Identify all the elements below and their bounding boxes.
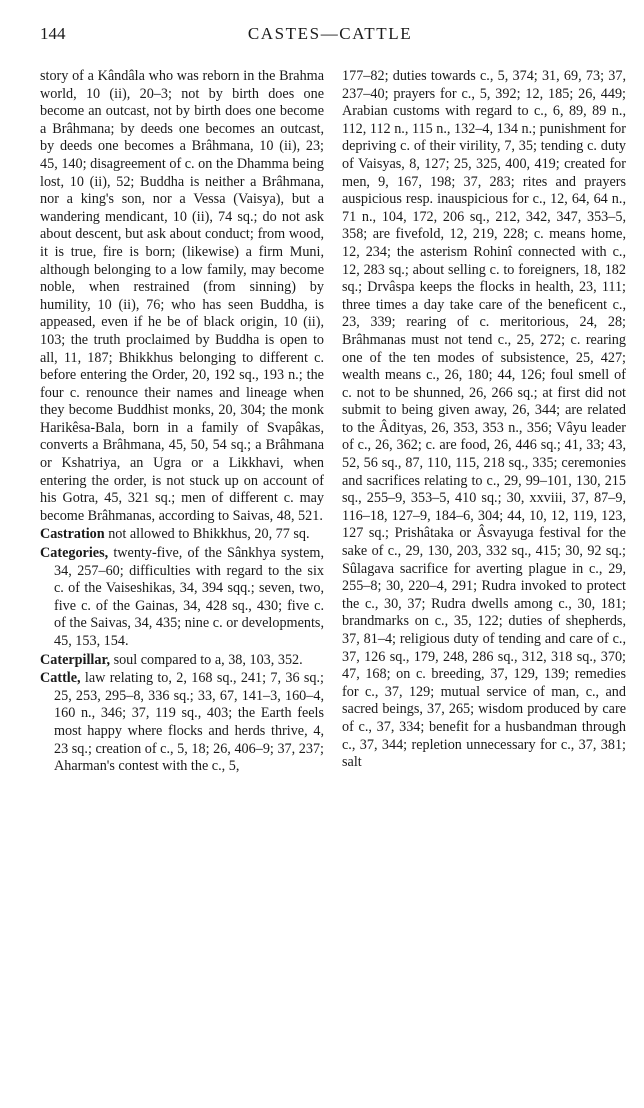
entry-text: law relating to, 2, 168 sq., 241; 7, 36 sq.; 25, 253, 295–8, 336 sq.; 33, 67, 141–3, 160–4, 160 n., 346; 37, 119 sq., 403; the Earth feels most happy where flocks and herds thrive, 4, 23 sq.; creation of c., 5, 18; 26, 406–9; 37, 237; Aharman's contest with the c., 5, bbox=[54, 670, 324, 775]
index-entry-caterpillar bbox=[40, 652, 324, 670]
running-title: CASTES—CATTLE bbox=[247, 24, 413, 43]
index-entry-castration bbox=[40, 526, 324, 544]
index-entry-cattle-continued bbox=[342, 68, 626, 772]
entry-text: twenty-five, of the Sânkhya system, 34, 257–60; difficulties with regard to the six c. of the Vaiseshikas, 34, 394 sqq.; seven, two, five c. of the Gainas, 34, 428 sq., 430; five c. of the Saivas, 34, 435; nine c. or developments, 45, 153, 154. bbox=[54, 545, 324, 649]
page-header bbox=[40, 24, 620, 48]
right-column bbox=[342, 68, 626, 772]
entry-headword: Categories, bbox=[40, 545, 109, 562]
entry-text: story of a Kândâla who was reborn in the Brahma world, 10 (ii), 20–3; not by birth does one become an outcast, not by birth does one become a Brâhmana; by deeds one becomes an outcast, by deeds one becomes a Brâhmana, 10 (ii), 23; 45, 140; disagreement of c. on the Dhamma being lost, 10 (ii), 52; Buddha is neither a Brâhmana, nor a king's son, nor a Vessa (Vaisya), but a wandering mendicant, 10 (ii), 74 sq.; do not ask about descent, but ask about conduct; from wood, it is true, fire is born; (likewise) a firm Muni, although belonging to a low family, may become noble, when restrained (from sinning) by humility, 10 (ii), 76; who has seen Buddha, is appeased, even if he be of black origin, 10 (ii), 103; the truth proclaimed by Buddha is open to all, 11, 187; Bhikkhus belonging to different c. before entering the Order, 20, 192 sq., 193 n.; the four c. renounce their names and lineage when they become Buddhist monks, 20, 304; the monk Harikêsa-Bala, born in a family of Svapâkas, converts a Brâhmana, 45, 50, 54 sq.; a Brâhmana or Kshatriya, an Ugra or a Likkhavi, when entering the order, is not stuck up on account of his Gotra, 45, 321 sq.; men of different c. may become Brâhmanas, according to Saivas, 48, 521. bbox=[40, 68, 324, 524]
left-column bbox=[40, 68, 324, 776]
index-entry-continued bbox=[40, 68, 324, 525]
entry-text: soul compared to a, 38, 103, 352. bbox=[110, 651, 303, 668]
index-entry-cattle bbox=[40, 670, 324, 776]
entry-headword: Cattle, bbox=[40, 670, 81, 687]
index-entry-categories bbox=[40, 545, 324, 651]
entry-text: not allowed to Bhikkhus, 20, 77 sq. bbox=[104, 526, 310, 543]
page-number: 144 bbox=[40, 24, 66, 43]
entry-headword: Caterpillar, bbox=[40, 651, 111, 668]
entry-headword: Castration bbox=[40, 526, 105, 543]
entry-text: 177–82; duties towards c., 5, 374; 31, 69, 73; 37, 237–40; prayers for c., 5, 392; 12, 185; 26, 449; Arabian customs with regard to c., 6, 89, 89 n., 112, 112 n., 115 n., 132–4, 134 n.; punishment for depriving c. of their virility, 7, 35; tending c. duty of Vaisyas, 8, 127; 25, 325, 400, 419; created for men, 9, 167, 198; 37, 283; rites and prayers auspicious resp. inauspicious for c., 12, 64, 64 n., 71 n., 104, 172, 206 sq., 212, 342, 347, 353–5, 358; are fivefold, 12, 219, 228; c. means home, 12, 234; the asterism Rohinî connected with c., 12, 283 sq.; about selling c. to foreigners, 18, 182 sq.; Drvâspa keeps the flocks in health, 23, 111; three times a day take care of the beneficent c., 23, 339; rearing of c. meritorious, 24, 28; Brâhmanas must not tend c., 25, 272; c. rearing one of the ten modes of subsistence, 25, 427; wealth means c., 26, 180; 44, 126; foul smell of c. not to be shunned, 26, 266 sq.; at first did not submit to being given away, 26, 344; are related to the Âdityas, 26, 353, 353 n., 356; Vâyu leader of c., 26, 362; c. are food, 26, 446 sq.; 41, 33; 43, 52, 56 sq., 87, 110, 115, 218 sq., 335; ceremonies and sacrifices relating to c., 29, 99–101, 130, 215 sq., 255–9, 353–5, 410 sq.; 30, xxviii, 37, 87–9, 116–18, 127–9, 184–6, 304; 44, 10, 12, 119, 123, 127 sq.; Prishâtaka or Âsvayuga festival for the sake of c., 29, 130, 203, 332 sq., 415; 30, 92 sq.; Sûlagava sacrifice for averting plague in c., 29, 255–8; 30, 220–4, 291; Rudra invoked to protect the c., 30, 37; Rudra dwells among c., 30, 181; brandmarks on c., 35, 122; duties of shepherds, 37, 81–4; religious duty of tending and care of c., 37, 126 sq., 179, 248, 286 sq., 312, 318 sq., 370; 47, 168; on c. breeding, 37, 129, 139; remedies for c., 37, 129; mutual service of man, c., and sacred beings, 37, 265; wisdom produced by care of c., 37, 334; benefit for a husbandman through c., 37, 344; repletion unnecessary for c., 37, 381; salt bbox=[342, 68, 626, 771]
